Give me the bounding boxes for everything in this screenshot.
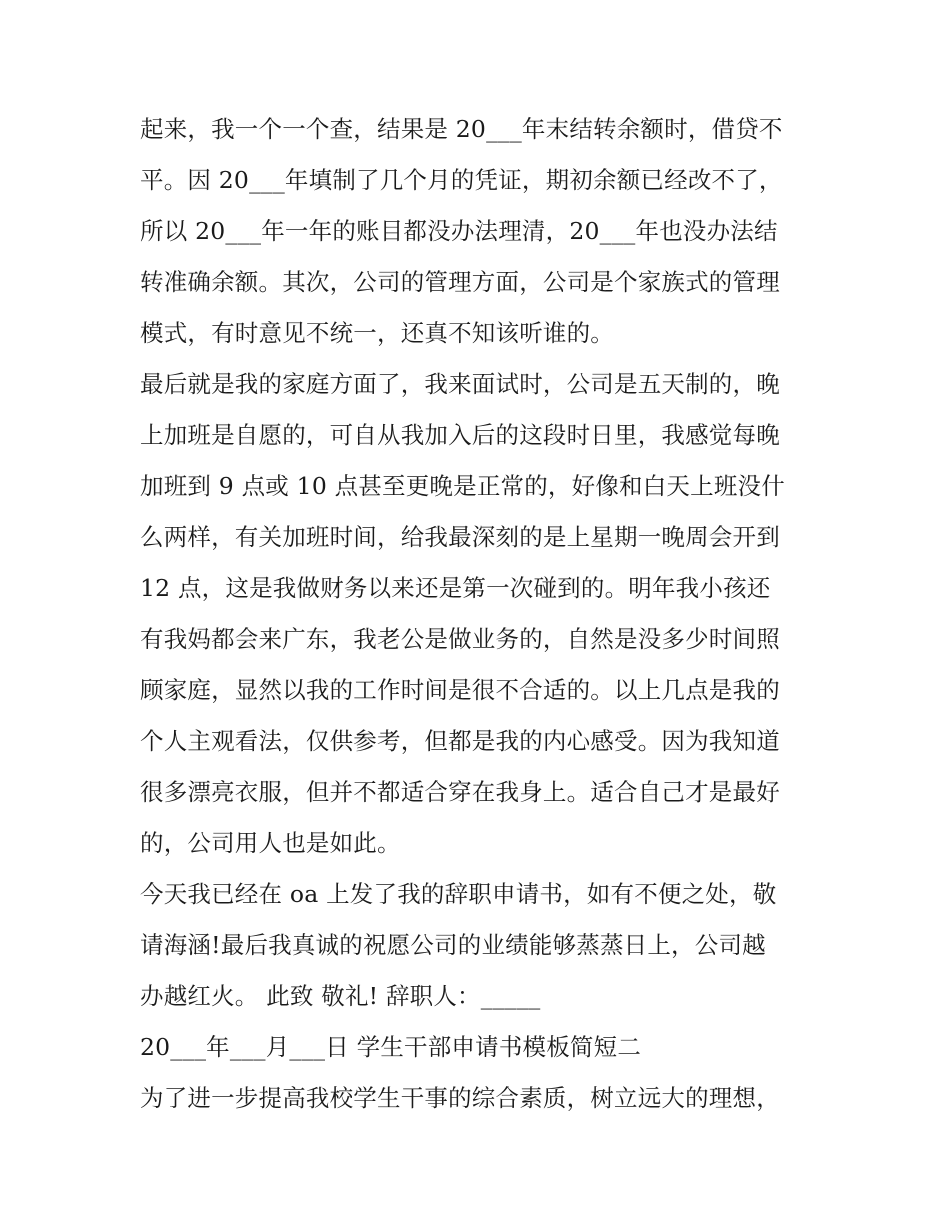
text-line: 起来，我一个一个查，结果是 20___年末结转余额时，借贷不 [140,115,783,143]
text-line: 上加班是自愿的，可自从我加入后的这段时日里，我感觉每晚 [140,421,780,449]
text-line: 最后就是我的家庭方面了，我来面试时，公司是五天制的，晚 [140,370,780,398]
text-line: 今天我已经在 oa 上发了我的辞职申请书，如有不便之处，敬 [140,880,777,908]
text-line: 模式，有时意见不统一，还真不知该听谁的。 [140,319,614,347]
text-line: 12 点，这是我做财务以来还是第一次碰到的。明年我小孩还 [140,574,771,602]
text-line: 有我妈都会来广东，我老公是做业务的，自然是没多少时间照 [140,625,780,653]
document-body [140,104,820,1124]
text-line: 20___年___月___日 学生干部申请书模板简短二 [140,1033,642,1061]
text-line: 的，公司用人也是如此。 [140,829,401,857]
text-line: 顾家庭，显然以我的工作时间是很不合适的。以上几点是我的 [140,676,780,704]
text-line: 所以 20___年一年的账目都没办法理清，20___年也没办法结 [140,217,778,245]
text-line: 请海涵!最后我真诚的祝愿公司的业绩能够蒸蒸日上，公司越 [140,931,766,959]
text-line: 转准确余额。其次，公司的管理方面，公司是个家族式的管理 [140,268,780,296]
text-line: 办越红火。 此致 敬礼! 辞职人：_____ [140,982,541,1010]
text-line: 平。因 20___年填制了几个月的凭证，期初余额已经改不了， [140,166,783,194]
text-line: 个人主观看法，仅供参考，但都是我的内心感受。因为我知道 [140,727,780,755]
text-line: 很多漂亮衣服，但并不都适合穿在我身上。适合自己才是最好 [140,778,780,806]
text-line: 加班到 9 点或 10 点甚至更晚是正常的，好像和白天上班没什 [140,472,785,500]
text-line: 么两样，有关加班时间，给我最深刻的是上星期一晚周会开到 [140,523,780,551]
text-line: 为了进一步提高我校学生干事的综合素质，树立远大的理想， [140,1084,780,1112]
